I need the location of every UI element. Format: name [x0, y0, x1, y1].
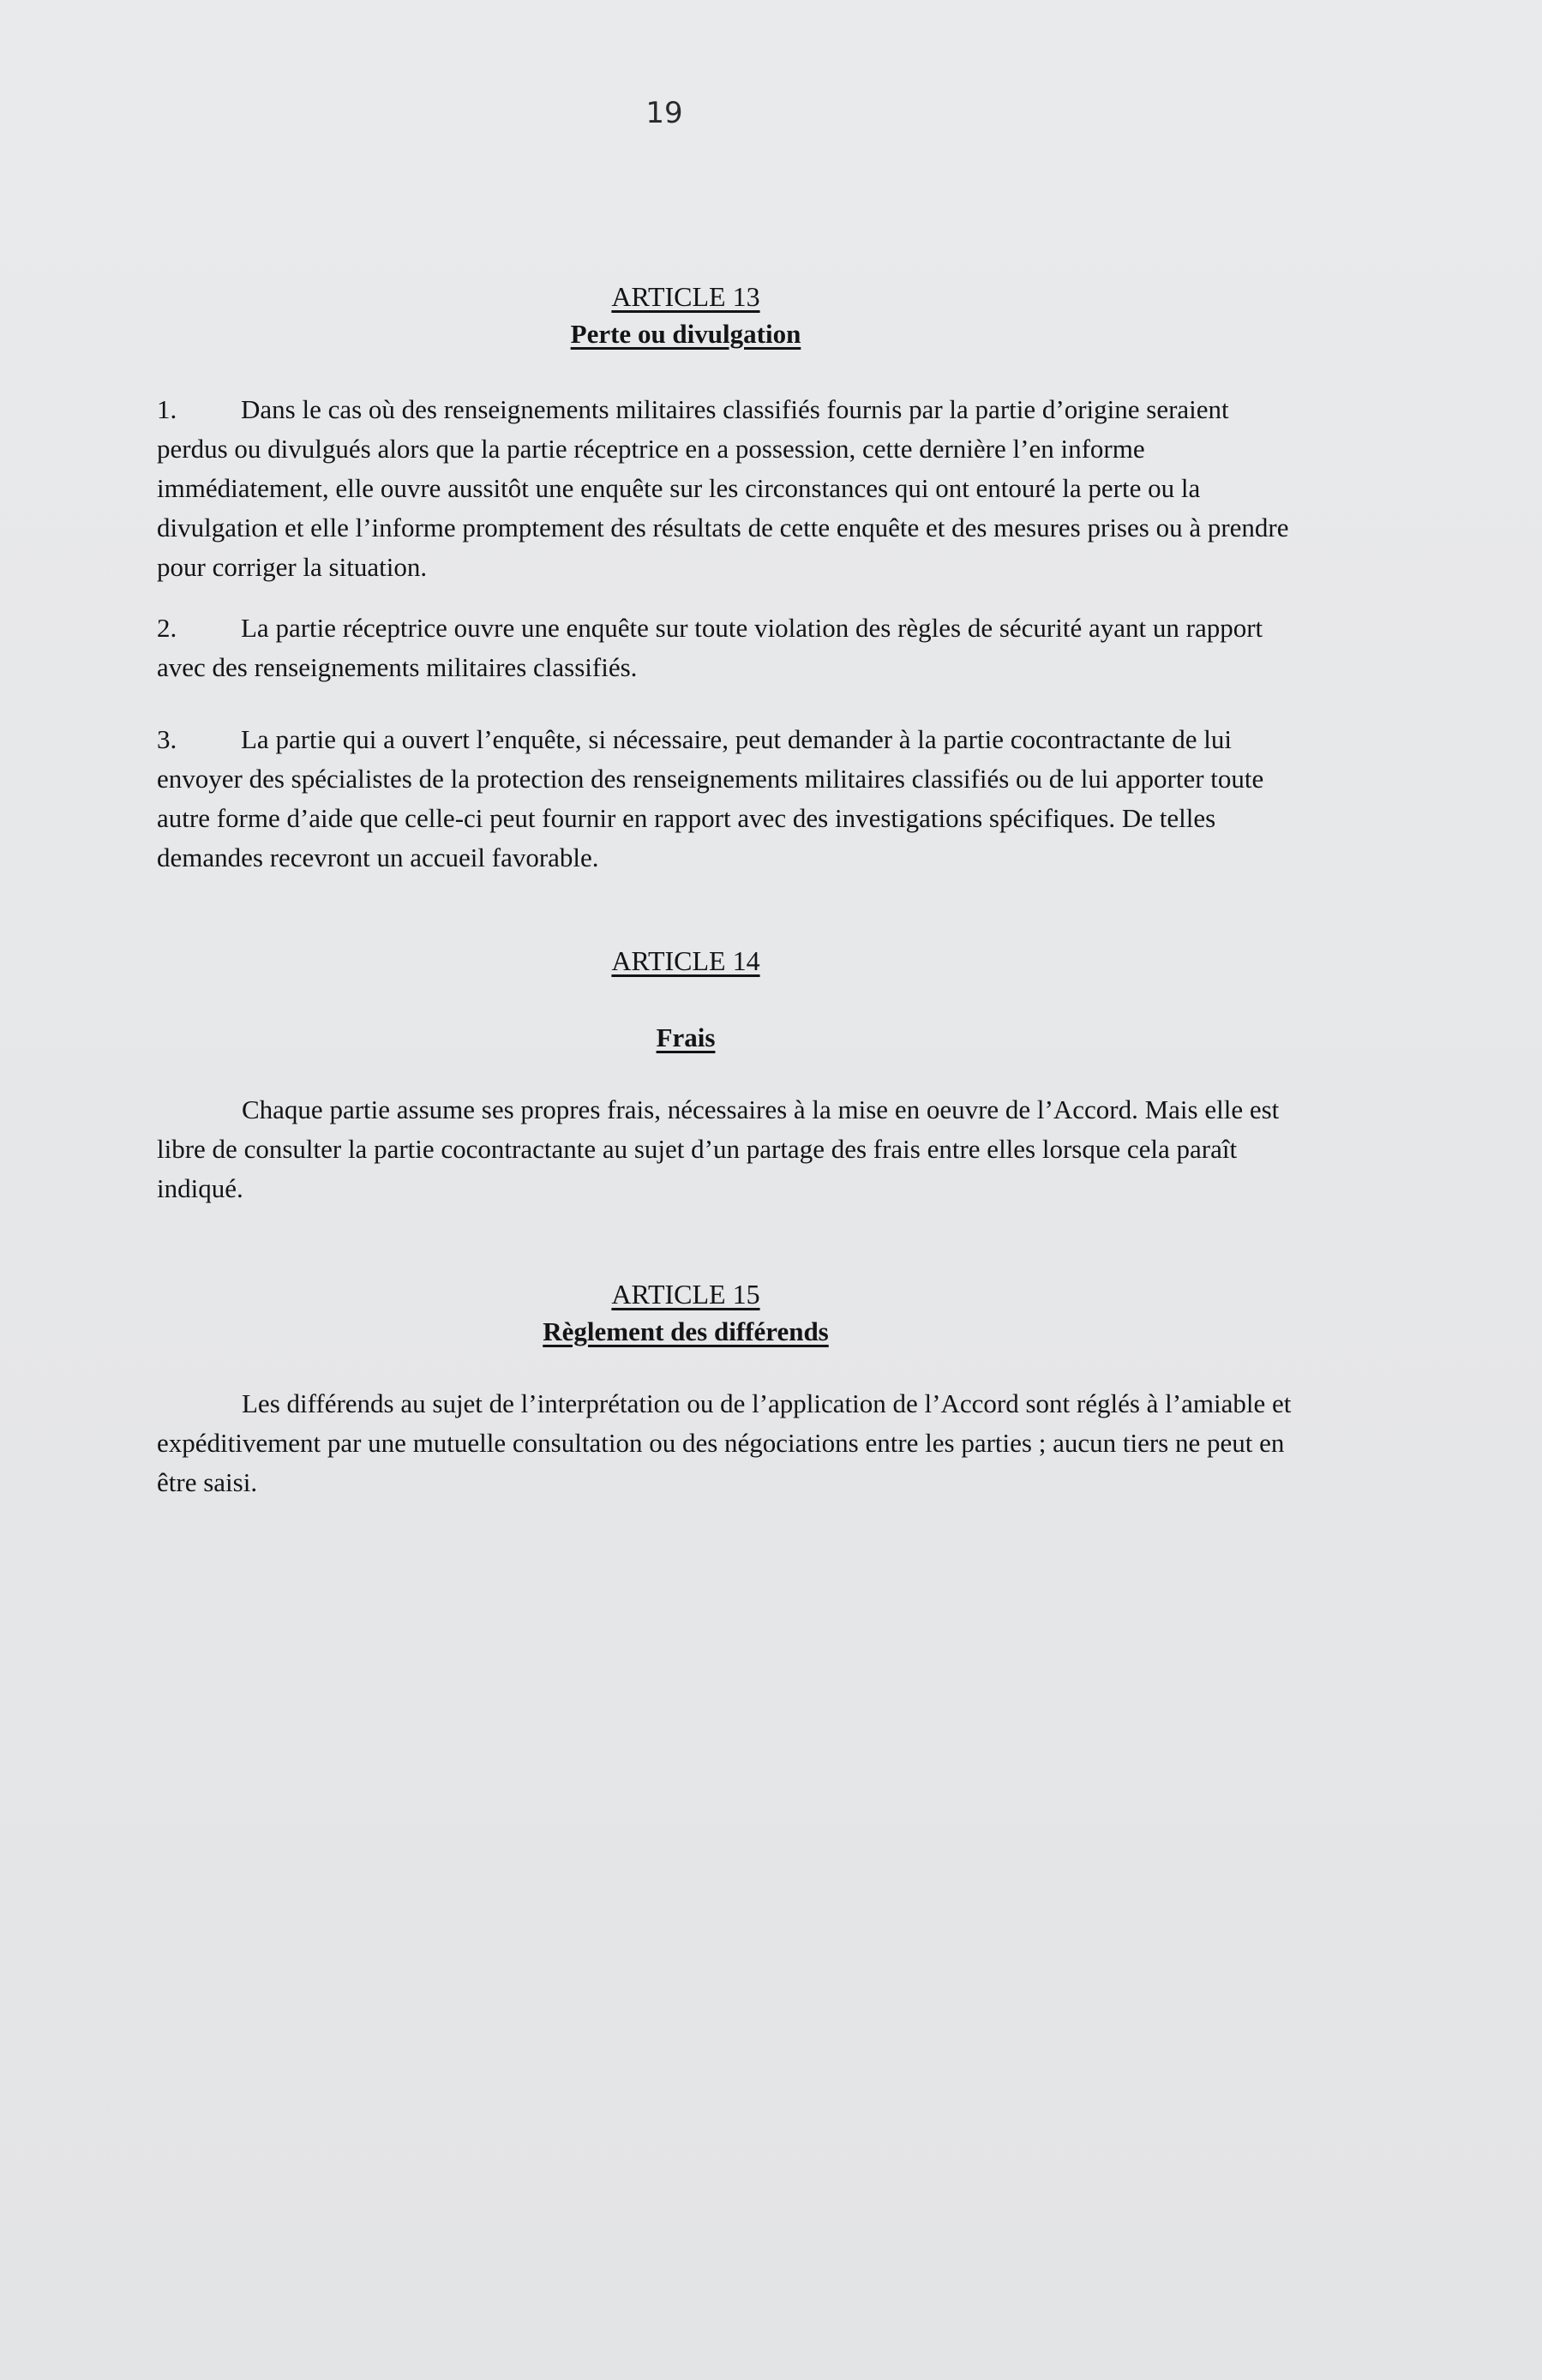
article-13-paragraph-3 [157, 720, 1297, 878]
page-number: 19 [645, 96, 683, 130]
paragraph-number: 2. [157, 613, 177, 643]
paragraph-text: Dans le cas où des renseignements militaires classifiés fournis par la partie d’origine seraient perdus ou divulgués alors que la partie réceptrice en a possession, cette dernière l’en informe immédiatement, elle ouvre aussitôt une enquête sur les circonstances qui ont entouré la perte ou la divulgation et elle l’informe promptement des résultats de cette enquête et des mesures prises ou à prendre pour corriger la situation. [157, 394, 1289, 582]
article-13-subheading: Perte ou divulgation [570, 319, 801, 349]
article-13-paragraph-2 [157, 608, 1297, 687]
paragraph-number: 1. [157, 394, 177, 424]
article-15-paragraph: Les différends au sujet de l’interprétation ou de l’application de l’Accord sont réglés à l’amiable et expéditivement par une mutuelle consultation ou des négociations entre les parties ; aucun tiers ne peut en être saisi. [157, 1388, 1292, 1497]
paragraph-text: La partie qui a ouvert l’enquête, si nécessaire, peut demander à la partie cocontractante de lui envoyer des spécialistes de la protection des renseignements militaires classifiés ou de lui apporter toute autre forme d’aide que celle-ci peut fournir en rapport avec des investigations spécifiques. De telles demandes recevront un accueil favorable. [157, 724, 1264, 872]
article-13-paragraph-1 [157, 390, 1297, 587]
article-14-heading: ARTICLE 14 [611, 945, 760, 976]
article-14-paragraph: Chaque partie assume ses propres frais, nécessaires à la mise en oeuvre de l’Accord. Mais elle est libre de consulter la partie cocontractante au sujet d’un partage des frais entre elles lorsque cela paraît indiqué. [157, 1094, 1280, 1203]
article-15-subheading: Règlement des différends [543, 1316, 829, 1346]
article-14-subheading: Frais [656, 1022, 716, 1052]
article-15-heading: ARTICLE 15 [611, 1279, 760, 1310]
paragraph-text: La partie réceptrice ouvre une enquête sur toute violation des règles de sécurité ayant un rapport avec des renseignements militaires classifiés. [157, 613, 1263, 682]
paragraph-number: 3. [157, 724, 177, 754]
article-13-heading: ARTICLE 13 [611, 281, 760, 312]
